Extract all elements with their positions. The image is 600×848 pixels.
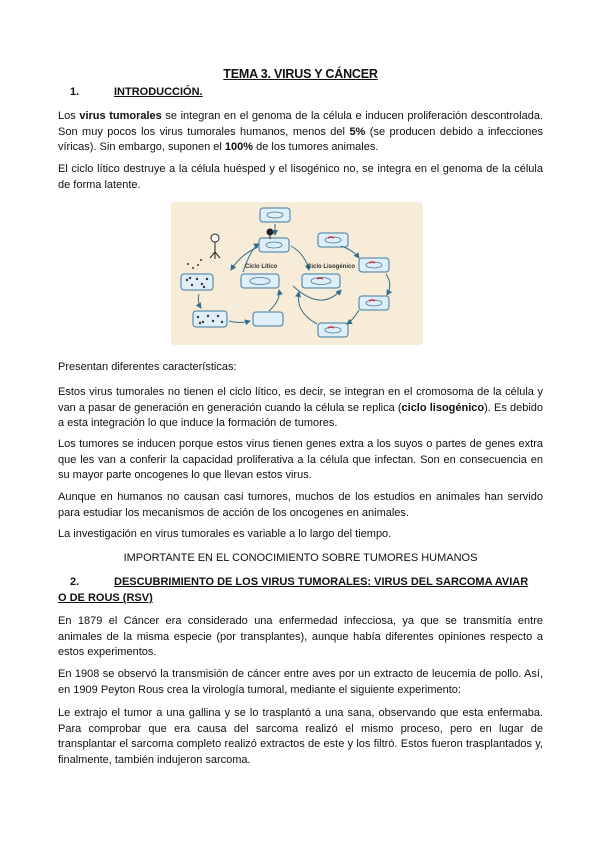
section-1-number: 1. — [70, 86, 80, 98]
term-virus-tumorales: virus tumorales — [79, 110, 162, 122]
text-run: de los tumores animales. — [253, 141, 379, 154]
text-run: (se producen debido a infecciones víricas). Sin embargo, suponen el — [58, 125, 543, 154]
important-note: IMPORTANTE EN EL CONOCIMIENTO SOBRE TUMORES HUMANOS — [123, 552, 478, 564]
percent-100: 100% — [224, 141, 254, 154]
intro-paragraph-1 — [58, 109, 543, 156]
section-1-title: INTRODUCCIÓN. — [114, 86, 203, 98]
cell-top — [260, 208, 290, 222]
paragraph-6: Aunque en humanos no causan casi tumores, muchos de los estudios en animales han servido para estudiar los mecanismos de acción de los oncogenes en animales. — [58, 491, 543, 519]
section-2-title-line1: DESCUBRIMIENTO DE LOS VIRUS TUMORALES: VIRUS DEL SARCOMA AVIAR — [114, 576, 529, 588]
cell-lis-2 — [359, 258, 389, 272]
section-1-heading — [58, 86, 203, 98]
percent-5: 5% — [349, 125, 366, 138]
phage-icon — [210, 234, 220, 259]
paragraph-9: En 1908 se observó la transmisión de cáncer entre aves por un extracto de leucemia de pollo. Así, en 1909 Peyton Rous crea la virología tumoral, mediante el siguiente experimento: — [58, 668, 543, 696]
section-2-title-line2: O DE ROUS (RSV) — [58, 592, 153, 604]
cell-infected — [259, 238, 289, 252]
text-run: Estos virus tumorales no tienen el ciclo lítico, es decir, se integran en el cromosoma de la célula y van a pasar de generación en generación cuando la célula se replica ( — [58, 386, 543, 414]
cell-lis-3 — [359, 296, 389, 310]
section-2-number: 2. — [70, 576, 80, 588]
text-run: Los — [58, 110, 80, 122]
intro-paragraph-2: El ciclo lítico destruye a la célula huésped y el lisogénico no, se integra en el genoma de la célula de forma latente. — [58, 163, 543, 191]
text-run: se integran en el genoma de la célula e inducen proliferación descontrolada. Son muy pocos los virus tumorales humanos, menos del — [58, 110, 544, 138]
paragraph-7: La investigación en virus tumorales es variable a lo largo del tiempo. — [58, 528, 392, 540]
term-ciclo-lisogenico: ciclo lisogénico — [401, 401, 485, 414]
cell-litico-center — [241, 274, 279, 288]
cell-lysing — [253, 312, 283, 326]
label-ciclo-litico: Ciclo Lítico — [245, 264, 278, 270]
label-ciclo-lisogenico: Ciclo Lisogénico — [307, 264, 356, 270]
viral-cycle-illustration — [171, 202, 423, 345]
cell-burst — [193, 311, 227, 327]
paragraph-10: Le extrajo el tumor a una gallina y se lo trasplantó a una sana, observando que esta enfermaba. Para comprobar que era causa del sarcoma realizó el mismo proceso, pero en lugar de transplantar el sarcoma completo realizó extractos de este y los filtró. Estos fueron trasplantados y, finalmente, también indujeron sarcoma. — [58, 707, 543, 766]
viral-cycle-diagram — [171, 202, 423, 345]
document-title: TEMA 3. VIRUS Y CÁNCER — [223, 67, 378, 81]
paragraph-4 — [58, 385, 543, 432]
cell-lisogenico-center — [302, 274, 340, 288]
cell-lis-4 — [318, 323, 348, 337]
section-2-heading — [58, 574, 543, 606]
paragraph-8: En 1879 el Cáncer era considerado una enfermedad infecciosa, ya que se transmitía entre animales de la misma especie (por transplantes), aunque había diferentes opiniones respecto a estos experimentos. — [58, 615, 543, 659]
paragraph-3: Presentan diferentes características: — [58, 361, 237, 373]
text-run: ). Es debido a esta integración lo que induce la formación de tumores. — [58, 401, 544, 430]
cell-lis-1 — [318, 233, 348, 247]
cell-viruses — [181, 274, 213, 290]
paragraph-5: Los tumores se inducen porque estos virus tienen genes extra a los suyos o partes de genes extra que les van a conferir la capacidad proliferativa a la célula que infectan. Son en consecuencia en su mayor parte oncogenes lo que llevan estos virus. — [58, 438, 543, 482]
